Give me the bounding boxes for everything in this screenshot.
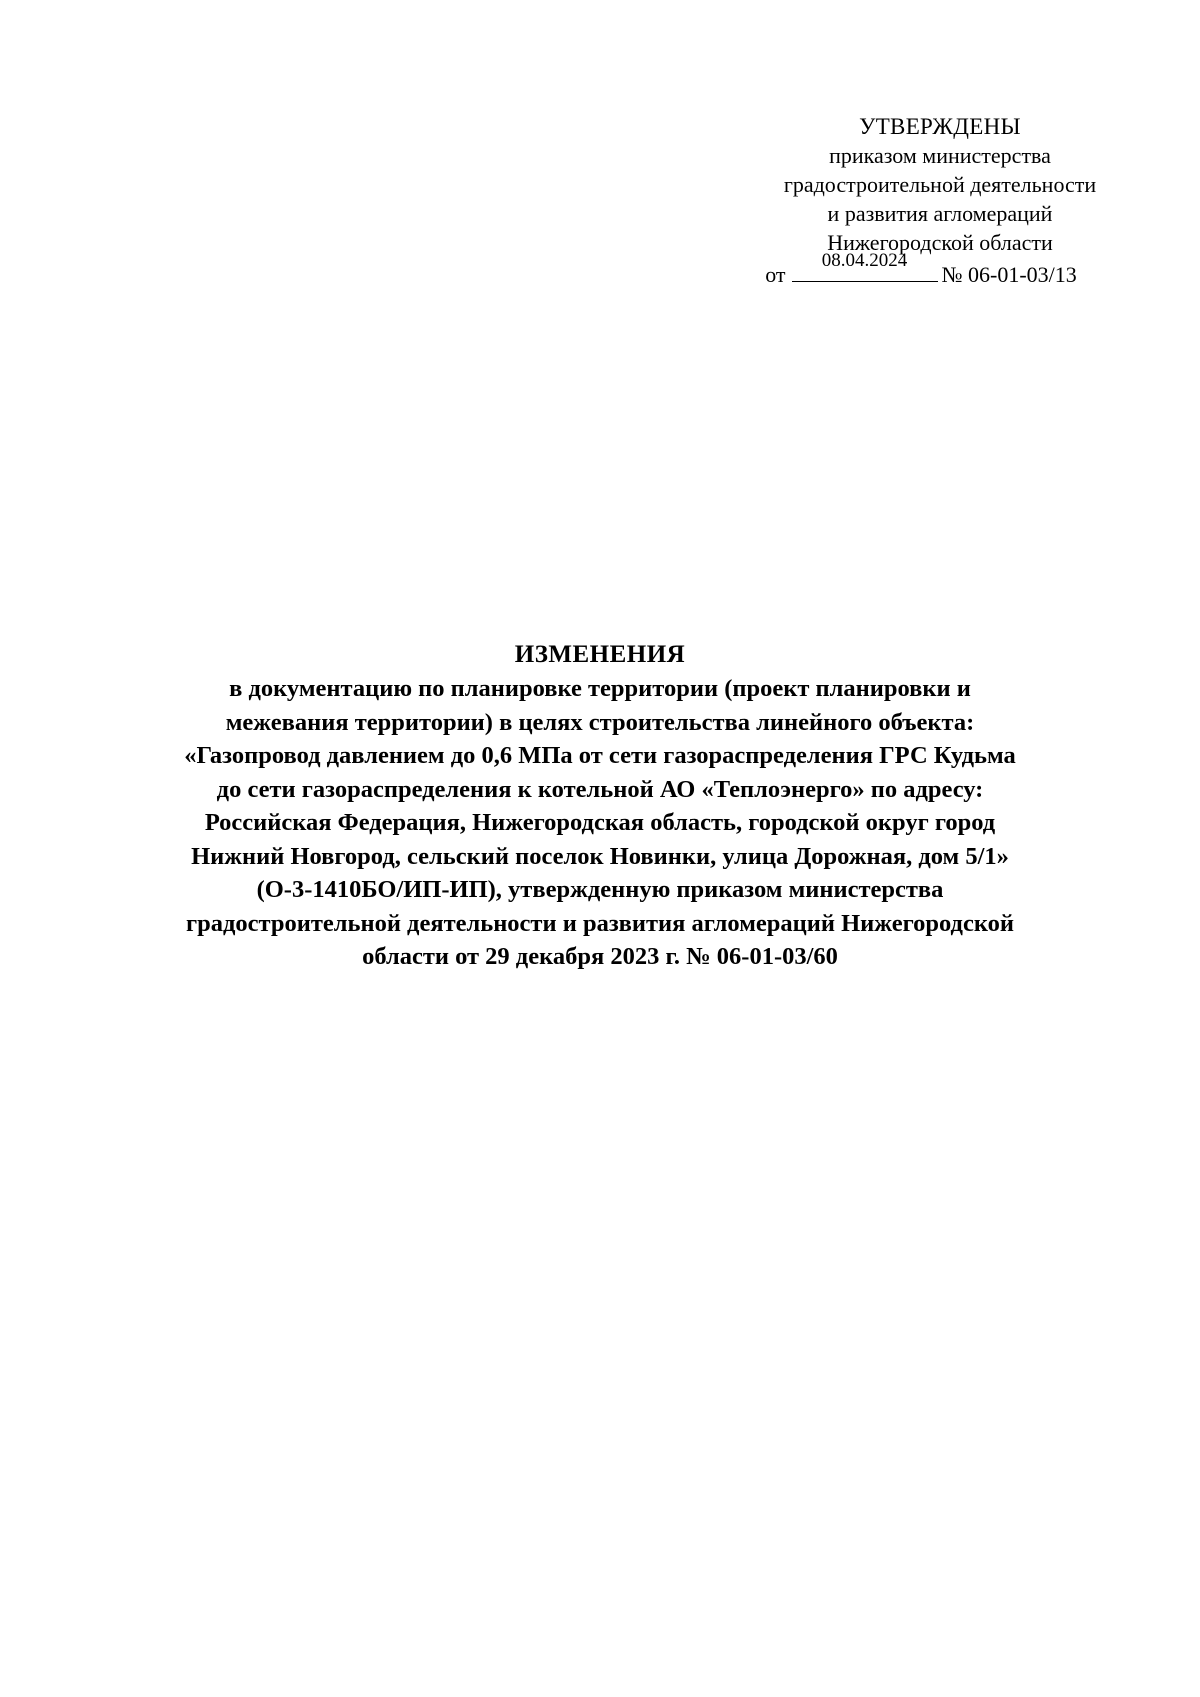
title-line-2: межевания территории) в целях строительства линейного объекта:: [225, 708, 975, 736]
approval-line-1: приказом министерства: [829, 143, 1051, 168]
approval-stamp: [700, 112, 1180, 289]
approval-line-2: градостроительной деятельности: [783, 172, 1097, 197]
title-line-8: градостроительной деятельности и развития агломераций Нижегородской: [186, 909, 1014, 937]
title-line-4: до сети газораспределения к котельной АО «Теплоэнерго» по адресу:: [216, 775, 984, 803]
date-prefix: от: [765, 262, 786, 287]
document-title: ИЗМЕНЕНИЯ: [514, 641, 686, 668]
approval-heading: УТВЕРЖДЕНЫ: [859, 114, 1021, 139]
title-line-3: «Газопровод давлением до 0,6 МПа от сети газораспределения ГРС Кудьма: [184, 742, 1016, 769]
title-line-1: в документацию по планировке территории (проект планировки и: [229, 675, 971, 702]
approval-line-3: и развития агломераций: [827, 201, 1053, 226]
title-line-6: Нижний Новгород, сельский поселок Новинки, улица Дорожная, дом 5/1»: [191, 842, 1009, 870]
approval-line-4: Нижегородской области: [827, 230, 1053, 255]
date-field: [792, 250, 938, 282]
title-line-5: Российская Федерация, Нижегородская область, городской округ город: [204, 809, 996, 836]
title-line-9: области от 29 декабря 2023 г. № 06-01-03/60: [362, 943, 838, 970]
approval-date-line: [662, 250, 1180, 289]
document-title-block: [100, 638, 1100, 974]
title-line-7: (О-3-1410БО/ИП-ИП), утвержденную приказом министерства: [256, 876, 944, 903]
approval-number: № 06-01-03/13: [941, 262, 1077, 287]
approval-date: 08.04.2024: [821, 250, 908, 271]
